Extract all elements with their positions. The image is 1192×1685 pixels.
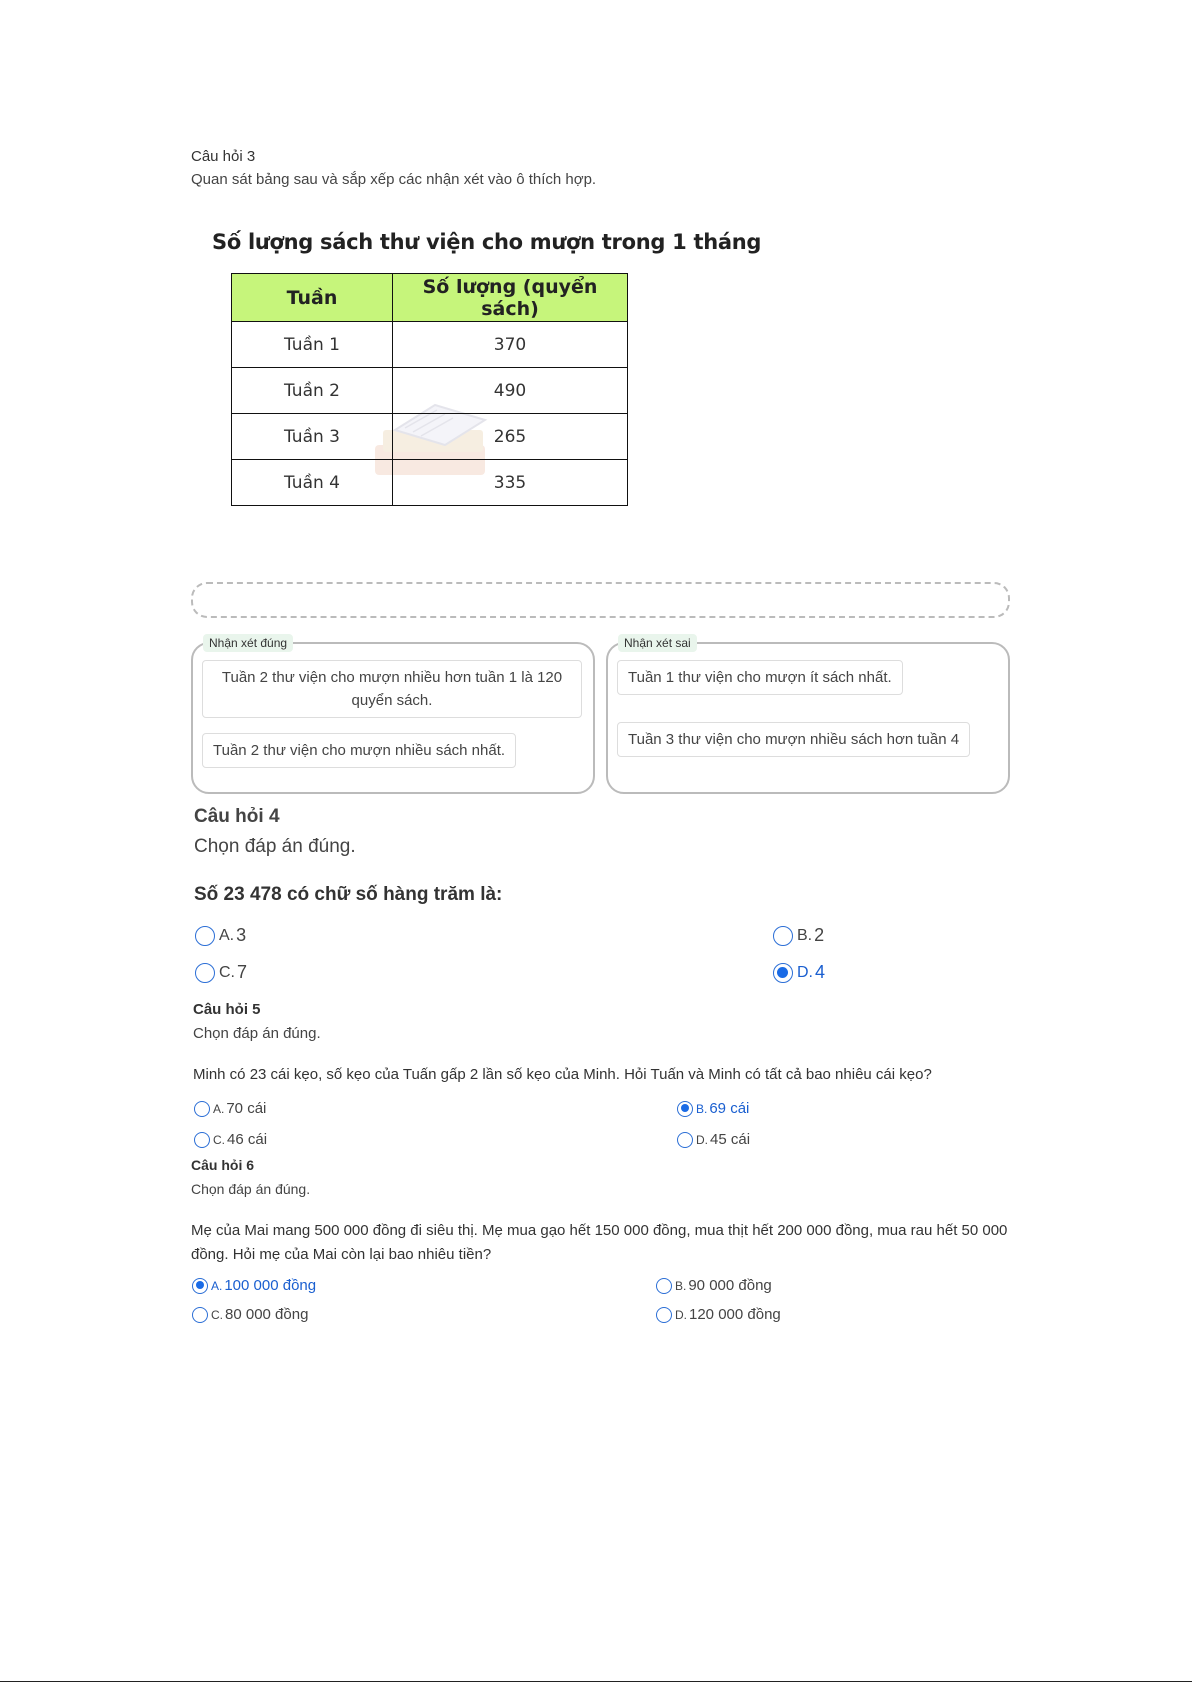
q5-option-b[interactable]: B. 69 cái <box>677 1100 749 1117</box>
radio-button[interactable] <box>192 1307 208 1323</box>
statement-chip[interactable]: Tuần 2 thư viện cho mượn nhiều sách nhất. <box>202 733 516 768</box>
question-6-stem: Mẹ của Mai mang 500 000 đồng đi siêu thị. Mẹ mua gạo hết 150 000 đồng, mua thịt hết 200 000 đồng, mua rau hết 50 000 đồng. Hỏi mẹ của Mai còn lại bao nhiêu tiền? <box>191 1222 1008 1263</box>
radio-button[interactable] <box>194 1101 210 1117</box>
table-cell-quantity: 265 <box>393 414 628 460</box>
q4-option-c[interactable]: C. 7 <box>195 962 247 983</box>
q4-option-d[interactable]: D. 4 <box>773 962 825 983</box>
question-4-title: Câu hỏi 4 <box>194 806 280 827</box>
question-3-title: Câu hỏi 3 <box>191 148 256 165</box>
book-loan-table <box>231 273 628 506</box>
radio-button[interactable] <box>773 926 793 946</box>
question-5-title: Câu hỏi 5 <box>193 1001 261 1018</box>
wrong-statements-box[interactable] <box>606 636 1010 794</box>
statement-chip[interactable]: Tuần 1 thư viện cho mượn ít sách nhất. <box>617 660 903 695</box>
table-cell-quantity: 370 <box>393 322 628 368</box>
q6-option-c[interactable]: C. 80 000 đồng <box>192 1306 308 1323</box>
radio-button[interactable] <box>194 1132 210 1148</box>
page-bottom-border <box>0 1681 1192 1682</box>
q5-option-d[interactable]: D. 45 cái <box>677 1131 750 1148</box>
q4-option-a[interactable]: A. 3 <box>195 925 246 946</box>
table-row <box>232 460 628 506</box>
wrong-box-label: Nhận xét sai <box>618 634 697 652</box>
question-5-stem: Minh có 23 cái kẹo, số kẹo của Tuấn gấp 2 lần số kẹo của Minh. Hỏi Tuấn và Minh có tất cả bao nhiêu cái kẹo? <box>193 1066 932 1083</box>
question-6-prompt: Chọn đáp án đúng. <box>191 1181 311 1197</box>
statement-chip[interactable]: Tuần 2 thư viện cho mượn nhiều hơn tuần 1 là 120 quyển sách. <box>202 660 582 718</box>
table-caption: Số lượng sách thư viện cho mượn trong 1 tháng <box>212 230 762 254</box>
radio-button[interactable] <box>656 1278 672 1294</box>
table-row <box>232 414 628 460</box>
table-cell-quantity: 335 <box>393 460 628 506</box>
table-header-week: Tuần <box>232 274 393 322</box>
radio-button-selected[interactable] <box>192 1278 208 1294</box>
q5-option-c[interactable]: C. 46 cái <box>194 1131 267 1148</box>
table-cell-quantity: 490 <box>393 368 628 414</box>
correct-statements-box[interactable] <box>191 636 595 794</box>
drag-source-zone[interactable] <box>191 582 1010 618</box>
q5-option-a[interactable]: A. 70 cái <box>194 1100 266 1117</box>
table-row <box>232 322 628 368</box>
q4-option-b[interactable]: B. 2 <box>773 925 824 946</box>
table-row <box>232 368 628 414</box>
table-cell-week: Tuần 2 <box>232 368 393 414</box>
radio-button[interactable] <box>656 1307 672 1323</box>
radio-button-selected[interactable] <box>677 1101 693 1117</box>
radio-button[interactable] <box>677 1132 693 1148</box>
question-5-prompt: Chọn đáp án đúng. <box>193 1025 321 1042</box>
statement-chip[interactable]: Tuần 3 thư viện cho mượn nhiều sách hơn tuần 4 <box>617 722 970 757</box>
table-cell-week: Tuần 4 <box>232 460 393 506</box>
radio-button[interactable] <box>195 963 215 983</box>
table-header-row <box>232 274 628 322</box>
radio-button[interactable] <box>195 926 215 946</box>
q6-option-d[interactable]: D. 120 000 đồng <box>656 1306 781 1323</box>
question-4-stem: Số 23 478 có chữ số hàng trăm là: <box>194 884 503 905</box>
correct-box-label: Nhận xét đúng <box>203 634 293 652</box>
table-cell-week: Tuần 3 <box>232 414 393 460</box>
q6-option-b[interactable]: B. 90 000 đồng <box>656 1277 772 1294</box>
q6-option-a[interactable]: A. 100 000 đồng <box>192 1277 316 1294</box>
table-header-quantity: Số lượng (quyển sách) <box>393 274 628 322</box>
question-3-prompt: Quan sát bảng sau và sắp xếp các nhận xét vào ô thích hợp. <box>191 171 597 188</box>
radio-button-selected[interactable] <box>773 963 793 983</box>
table-cell-week: Tuần 1 <box>232 322 393 368</box>
question-6-title: Câu hỏi 6 <box>191 1157 255 1173</box>
question-4-prompt: Chọn đáp án đúng. <box>194 836 356 857</box>
